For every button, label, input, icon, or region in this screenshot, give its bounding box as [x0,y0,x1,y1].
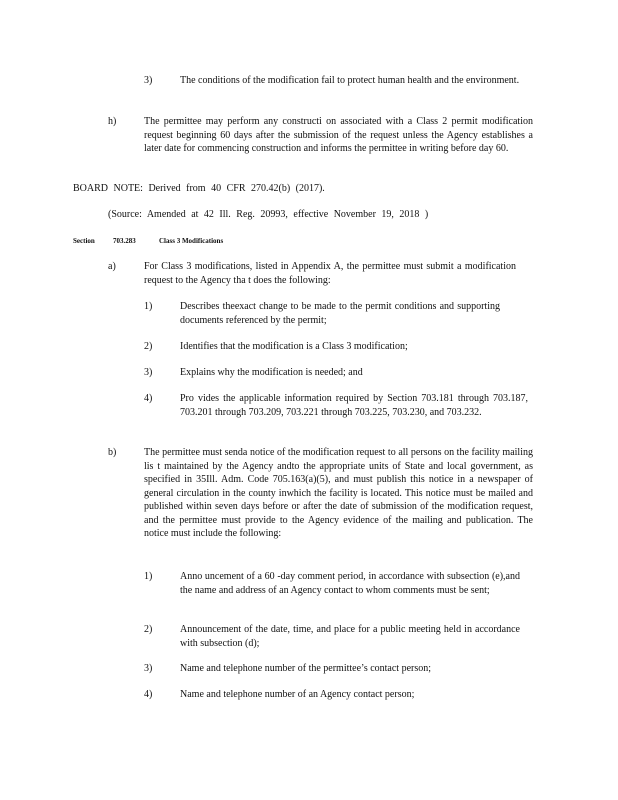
subitem-text: Identifies that the modification is a Class 3 modification; [180,341,408,352]
subitem-text: Explains why the modification is needed; and [180,367,363,378]
section-title: Class 3 Modifications [159,237,224,245]
section-number: 703.283 [113,237,136,245]
item-text: The permittee may perform any constructi on associated with a Class 2 permit modification request beginning 60 days after the submission of the request unless the Agency establishes a later date for commencing construction and informs the permittee in writing before day 60. [144,116,533,154]
subitem-number: 4) [144,689,153,700]
subitem-text: Name and telephone number of the permittee’s contact person; [180,663,432,674]
subitem-number: 3) [144,367,153,378]
subitem-text: Anno uncement of a 60 -day comment period, in accordance with subsection (e),and the name and address of an Agency contact to whom comments must be sent; [180,571,520,596]
item-text: For Class 3 modifications, listed in Appendix A, the permittee must submit a modification request to the Agency tha t does the following: [144,261,516,286]
item-number: 3) [144,75,153,86]
board-note: BOARD NOTE: Derived from 40 CFR 270.42(b) (2017). [73,183,325,194]
item-number: a) [108,261,116,272]
subitem-number: 1) [144,301,153,312]
subitem-number: 2) [144,341,153,352]
subitem-text: Pro vides the applicable information required by Section 703.181 through 703.187, 703.201 through 703.209, 703.221 through 703.225, 703.230, and 703.232. [180,393,528,418]
subitem-text: Describes theexact change to be made to the permit conditions and supporting documents referenced by the permit; [180,301,500,326]
item-number: h) [108,116,117,127]
subitem-number: 2) [144,624,153,635]
subitem-text: Announcement of the date, time, and place for a public meeting held in accordance with subsection (d); [180,624,520,649]
item-text: The permittee must senda notice of the modification request to all persons on the facility mailing lis t maintained by the Agency andto the appropriate units of State and local government, as specified in 35Ill. Adm. Code 705.163(a)(5), and must publish this notice in a newspaper of general circulation in the county inwhich the facility is located. This notice must be mailed and published within seven days before or after the date of submission of the modification request, and the permittee must provide to the Agency evidence of the mailing and publication. The notice must include the following: [144,447,533,539]
source-note: (Source: Amended at 42 Ill. Reg. 20993, effective November 19, 2018 ) [108,209,429,220]
item-number: b) [108,447,117,458]
subitem-text: Name and telephone number of an Agency contact person; [180,689,415,700]
subitem-number: 1) [144,571,153,582]
item-text: The conditions of the modification fail to protect human health and the environment. [180,75,520,86]
section-label: Section [73,237,95,245]
subitem-number: 3) [144,663,153,674]
subitem-number: 4) [144,393,153,404]
